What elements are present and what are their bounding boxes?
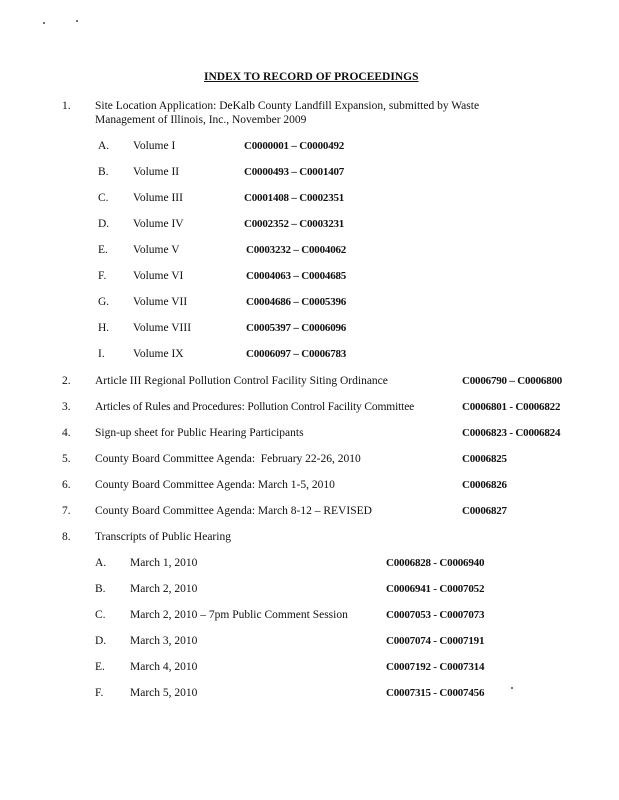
volume-label: Volume VI (133, 270, 184, 282)
volume-range: C0001408 – C0002351 (244, 192, 345, 204)
transcript-range: C0006941 - C0007052 (386, 583, 485, 595)
volume-label: Volume IX (133, 348, 184, 360)
volume-letter: I. (98, 348, 105, 360)
volume-range: C0000001 – C0000492 (244, 140, 345, 152)
item-number: 6. (62, 479, 71, 491)
item-text: Article III Regional Pollution Control Facility Siting Ordinance (95, 375, 388, 387)
transcript-label: March 3, 2010 (130, 635, 198, 647)
item-text: Management of Illinois, Inc., November 2009 (95, 114, 307, 126)
volume-range: C0000493 – C0001407 (244, 166, 345, 178)
scan-speck (76, 20, 78, 22)
transcript-letter: A. (95, 557, 107, 569)
transcript-letter: E. (95, 661, 105, 673)
volume-range: C0003232 – C0004062 (246, 244, 347, 256)
volume-letter: E. (98, 244, 108, 256)
transcript-label: March 2, 2010 – 7pm Public Comment Session (130, 609, 348, 621)
item-range: C0006825 (462, 453, 507, 465)
item-number: 2. (62, 375, 71, 387)
scan-speck (511, 687, 513, 689)
transcript-letter: F. (95, 687, 104, 699)
volume-range: C0005397 – C0006096 (246, 322, 347, 334)
transcript-label: March 5, 2010 (130, 687, 198, 699)
item-text: County Board Committee Agenda: March 8-12 – REVISED (95, 505, 372, 517)
volume-label: Volume II (133, 166, 180, 178)
transcript-label: March 2, 2010 (130, 583, 198, 595)
transcript-range: C0006828 - C0006940 (386, 557, 485, 569)
volume-label: Volume V (133, 244, 180, 256)
volume-label: Volume I (133, 140, 176, 152)
transcript-letter: C. (95, 609, 106, 621)
item-range: C0006790 – C0006800 (462, 375, 563, 387)
volume-letter: F. (98, 270, 107, 282)
item-range: C0006823 - C0006824 (462, 427, 561, 439)
item-number: 3. (62, 401, 71, 413)
volume-range: C0004686 – C0005396 (246, 296, 347, 308)
transcript-label: March 1, 2010 (130, 557, 198, 569)
item-range: C0006801 - C0006822 (462, 401, 561, 413)
transcript-range: C0007192 - C0007314 (386, 661, 485, 673)
page-title: INDEX TO RECORD OF PROCEEDINGS (204, 71, 419, 83)
volume-label: Volume IV (133, 218, 184, 230)
item-text: County Board Committee Agenda: February 22-26, 2010 (95, 453, 361, 465)
item-text: Sign-up sheet for Public Hearing Participants (95, 427, 304, 439)
volume-letter: D. (98, 218, 110, 230)
volume-letter: B. (98, 166, 109, 178)
volume-range: C0006097 – C0006783 (246, 348, 347, 360)
volume-range: C0002352 – C0003231 (244, 218, 345, 230)
item-number: 5. (62, 453, 71, 465)
item-text: Articles of Rules and Procedures: Pollution Control Facility Committee (95, 401, 415, 413)
item-range: C0006827 (462, 505, 507, 517)
scan-speck (43, 22, 45, 24)
volume-letter: C. (98, 192, 109, 204)
item-number: 4. (62, 427, 71, 439)
volume-label: Volume VIII (133, 322, 192, 334)
transcript-range: C0007053 - C0007073 (386, 609, 485, 621)
volume-range: C0004063 – C0004685 (246, 270, 347, 282)
volume-letter: G. (98, 296, 110, 308)
item-range: C0006826 (462, 479, 507, 491)
item-text: Site Location Application: DeKalb County Landfill Expansion, submitted by Waste (95, 100, 480, 112)
transcript-letter: D. (95, 635, 107, 647)
item-number: 7. (62, 505, 71, 517)
transcript-range: C0007074 - C0007191 (386, 635, 485, 647)
volume-label: Volume VII (133, 296, 188, 308)
transcript-letter: B. (95, 583, 106, 595)
volume-label: Volume III (133, 192, 183, 204)
item-text: Transcripts of Public Hearing (95, 531, 231, 543)
volume-letter: H. (98, 322, 110, 334)
transcript-range: C0007315 - C0007456 (386, 687, 485, 699)
item-number: 8. (62, 531, 71, 543)
transcript-label: March 4, 2010 (130, 661, 198, 673)
item-number: 1. (62, 100, 71, 112)
item-text: County Board Committee Agenda: March 1-5, 2010 (95, 479, 335, 491)
volume-letter: A. (98, 140, 110, 152)
